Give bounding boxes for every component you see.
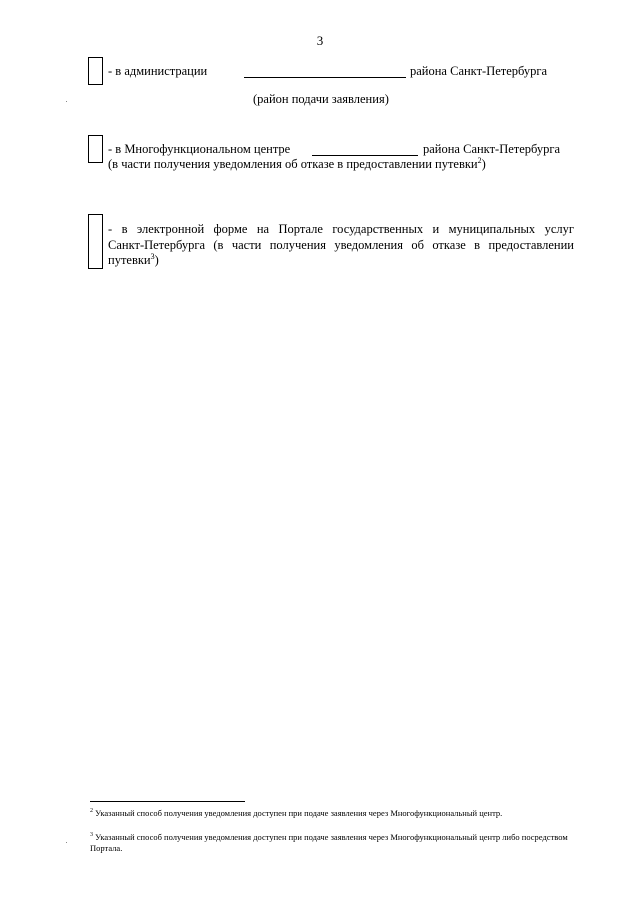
checkbox-mfc[interactable] [88,135,103,163]
footnote-2-text: Указанный способ получения уведомления доступен при подаче заявления через Многофункциональный центр. [95,808,503,818]
footnote-3-marker: 3 [90,832,93,839]
footnote-2-marker: 2 [90,808,93,815]
checkbox-administration[interactable] [88,57,103,85]
option-portal-line3: путевки$^3$) [108,251,159,267]
scan-speck [66,842,67,843]
option-mfc-line1 [108,142,588,157]
option-mfc-suffix: района Санкт-Петербурга [423,142,561,156]
option-mfc-line2: (в части получения уведомления об отказе в предоставлении путевки$^2$) [108,155,486,171]
district-caption: (район подачи заявления) [253,92,389,106]
option-administration-prefix: - в администрации [108,64,208,78]
option-administration-suffix: района Санкт-Петербурга [410,64,548,78]
footnote-2 [90,808,588,819]
page-number: 3 [316,33,324,48]
footnote-ref-2: 2 [477,155,482,165]
option-portal-line1: - в электронной форме на Портале государственных и муниципальных услуг [108,222,574,236]
option-mfc-prefix: - в Многофункциональном центре [108,142,291,156]
scan-speck [66,101,67,102]
footnote-3-text: Указанный способ получения уведомления доступен при подаче заявления через Многофункциональный центр либо посредством Портала. [90,832,568,853]
mfc-district-blank[interactable] [312,144,418,156]
district-blank[interactable] [244,66,406,78]
option-administration-line [108,64,588,79]
footnote-ref-3: 3 [150,251,155,261]
footnote-3 [90,832,588,854]
footnote-divider [90,801,245,802]
checkbox-portal[interactable] [88,214,103,269]
option-portal-line2: Санкт-Петербурга (в части получения уведомления об отказе в предоставлении [108,238,574,252]
